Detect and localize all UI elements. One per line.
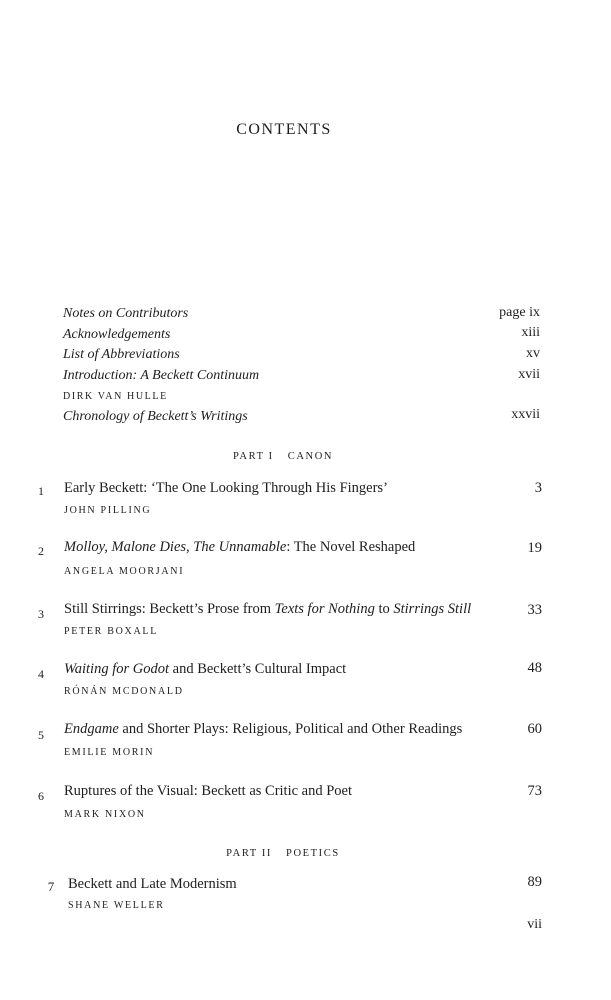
chapter-author: RÓNÁN MCDONALD — [64, 686, 184, 697]
folio-page-number: vii — [527, 917, 542, 932]
page-number: 19 — [527, 540, 542, 556]
chapter-title: : The Novel Reshaped — [286, 539, 416, 555]
chapter-number: 7 — [47, 879, 55, 894]
page-number: xv — [526, 346, 540, 361]
chapter-number: 4 — [38, 667, 44, 681]
toc-entry-chapter-5[interactable] — [64, 721, 462, 738]
page-number: xiii — [521, 325, 540, 340]
toc-entry-notes-on-contributors[interactable]: Notes on Contributors — [63, 306, 189, 321]
chapter-number: 5 — [38, 728, 44, 742]
chapter-title-italic: Waiting for Godot — [64, 661, 170, 677]
page-number: 89 — [527, 874, 542, 890]
chapter-author: SHANE WELLER — [68, 900, 165, 911]
part-name: POETICS — [286, 848, 340, 859]
page-number: xxvii — [511, 407, 540, 422]
part-name: CANON — [287, 451, 334, 462]
part-heading-1 — [0, 451, 566, 462]
chapter-author: ANGELA MOORJANI — [64, 566, 185, 577]
chapter-title: Early Beckett: ‘The One Looking Through His Fingers’ — [64, 480, 388, 496]
toc-entry-chapter-1[interactable] — [64, 480, 388, 497]
chapter-title: and Shorter Plays: Religious, Political and Other Readings — [118, 721, 463, 737]
chapter-author: EMILIE MORIN — [64, 747, 155, 758]
toc-entry-acknowledgements[interactable]: Acknowledgements — [63, 327, 171, 342]
entry-author: DIRK VAN HULLE — [63, 391, 168, 402]
page-title: CONTENTS — [236, 121, 332, 138]
chapter-number: 6 — [38, 789, 44, 803]
chapter-title-italic: Texts for Nothing — [274, 601, 375, 617]
part-label: PART I — [232, 451, 274, 462]
chapter-title-italic: Endgame — [64, 721, 119, 737]
toc-entry-chapter-3[interactable] — [64, 601, 471, 618]
toc-entry-introduction[interactable]: Introduction: A Beckett Continuum — [63, 368, 260, 383]
toc-entry-chapter-4[interactable] — [64, 661, 346, 678]
chapter-title-italic: Stirrings Still — [393, 601, 472, 617]
chapter-title-italic: Molloy, Malone Dies, The Unnamable — [64, 539, 287, 555]
page-number: 48 — [527, 660, 542, 676]
chapter-number: 3 — [38, 607, 44, 621]
chapter-title: and Beckett’s Cultural Impact — [169, 661, 347, 677]
toc-entry-chapter-2[interactable] — [64, 539, 415, 556]
page-number: 3 — [534, 480, 542, 496]
page-number: 73 — [527, 783, 542, 799]
chapter-author: MARK NIXON — [64, 809, 146, 820]
toc-entry-chapter-6[interactable] — [64, 783, 352, 800]
chapter-title: Still Stirrings: Beckett’s Prose from — [64, 601, 275, 617]
toc-entry-list-of-abbreviations[interactable]: List of Abbreviations — [63, 347, 180, 362]
chapter-title: Beckett and Late Modernism — [68, 876, 237, 892]
part-heading-2 — [0, 848, 566, 859]
toc-entry-chapter-7[interactable] — [68, 876, 237, 893]
chapter-number: 1 — [38, 484, 44, 498]
toc-entry-chronology[interactable]: Chronology of Beckett’s Writings — [63, 409, 248, 424]
chapter-number: 2 — [38, 544, 44, 558]
chapter-title: to — [374, 601, 394, 617]
chapter-author: JOHN PILLING — [64, 505, 152, 516]
chapter-author: PETER BOXALL — [64, 626, 159, 637]
chapter-title: Ruptures of the Visual: Beckett as Critic and Poet — [64, 783, 353, 799]
part-label: PART II — [226, 848, 273, 859]
page-number: xvii — [518, 367, 540, 382]
page-number: 60 — [527, 721, 542, 737]
page-number: 33 — [527, 602, 542, 618]
page-number: page ix — [499, 305, 540, 320]
